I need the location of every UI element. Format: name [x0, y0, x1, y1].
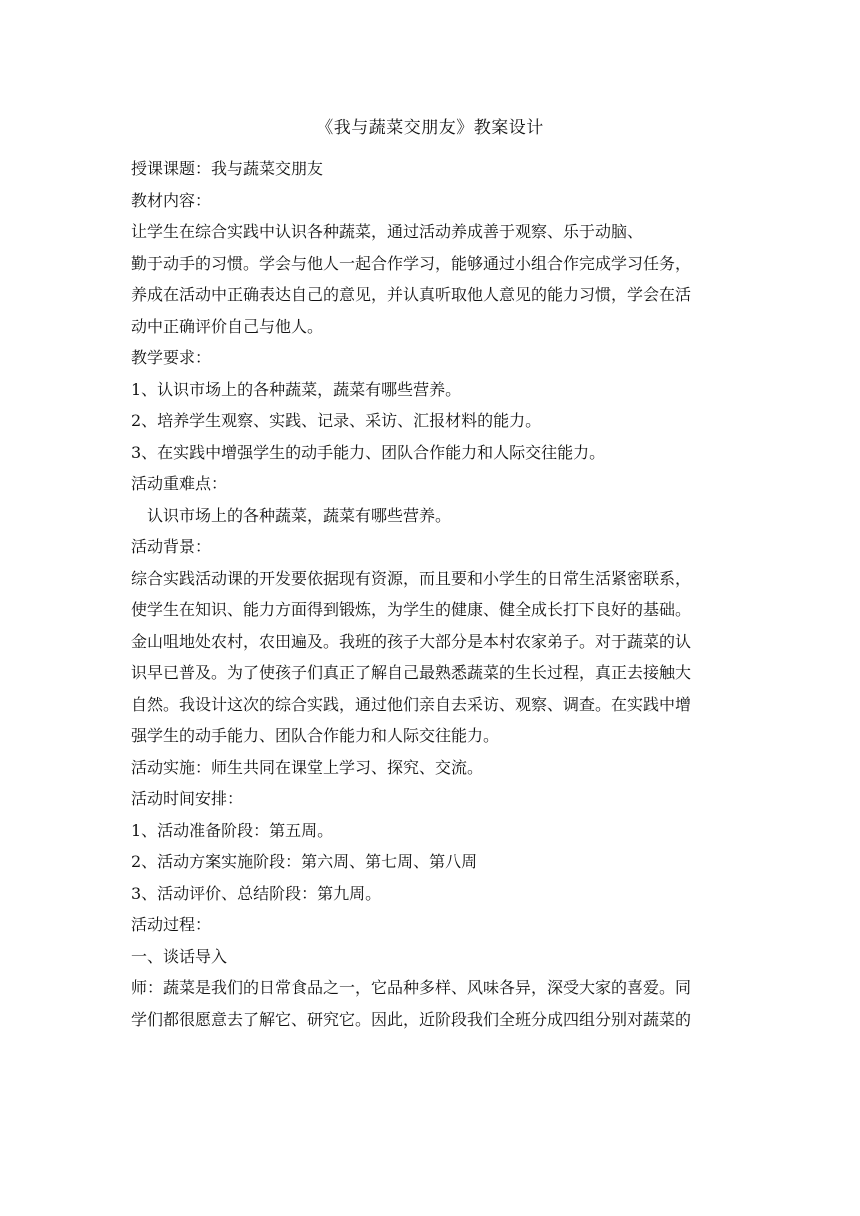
text-line: 学们都很愿意去了解它、研究它。因此，近阶段我们全班分成四组分别对蔬菜的: [131, 1009, 692, 1029]
list-item: 2、培养学生观察、实践、记录、采访、汇报材料的能力。: [131, 411, 542, 430]
text-line: 强学生的动手能力、团队合作能力和人际交往能力。: [131, 726, 500, 745]
text-line: 让学生在综合实践中认识各种蔬菜，通过活动养成善于观察、乐于动脑、: [131, 222, 644, 241]
list-item: 3、活动评价、总结阶段：第九周。: [131, 883, 382, 903]
text-line-lesson-topic: 授课课题：我与蔬菜交朋友: [131, 159, 324, 178]
text-line: 动中正确评价自己与他人。: [131, 316, 324, 336]
section-heading: 一、谈话导入: [131, 946, 228, 966]
text-line: 养成在活动中正确表达自己的意见，并认真听取他人意见的能力习惯，学会在活: [131, 285, 692, 304]
list-item: 3、在实践中增强学生的动手能力、团队合作能力和人际交往能力。: [131, 442, 606, 462]
list-item: 2、活动方案实施阶段：第六周、第七周、第八周: [131, 852, 478, 871]
list-item: 1、活动准备阶段：第五周。: [131, 820, 334, 840]
text-line-activity-implementation: 活动实施：师生共同在课堂上学习、探究、交流。: [131, 757, 484, 777]
list-item: 1、认识市场上的各种蔬菜，蔬菜有哪些营养。: [131, 379, 462, 399]
text-line: 识早已普及。为了使孩子们真正了解自己最熟悉蔬菜的生长过程，真正去接触大: [131, 663, 692, 682]
heading-activity-process: 活动过程：: [131, 915, 212, 934]
heading-key-difficulties: 活动重难点：: [131, 474, 228, 493]
text-line: 师：蔬菜是我们的日常食品之一，它品种多样、风味各异，深受大家的喜爱。同: [131, 978, 692, 997]
text-line: 使学生在知识、能力方面得到锻炼，为学生的健康、健全成长打下良好的基础。: [131, 600, 692, 619]
heading-activity-schedule: 活动时间安排：: [131, 789, 244, 808]
document-body: [131, 153, 743, 1035]
text-line: 自然。我设计这次的综合实践，通过他们亲自去采访、观察、调查。在实践中增: [131, 694, 692, 714]
heading-teaching-requirements: 教学要求：: [131, 348, 212, 367]
text-line: 综合实践活动课的开发要依据现有资源，而且要和小学生的日常生活紧密联系，: [131, 568, 692, 588]
heading-teaching-material: 教材内容：: [131, 190, 212, 210]
text-line: 金山咀地处农村，农田遍及。我班的孩子大部分是本村农家弟子。对于蔬菜的认: [131, 631, 692, 651]
document-title: 《我与蔬菜交朋友》教案设计: [316, 118, 544, 138]
heading-activity-background: 活动背景：: [131, 537, 212, 556]
text-line: 认识市场上的各种蔬菜，蔬菜有哪些营养。: [147, 505, 452, 525]
text-line: 勤于动手的习惯。学会与他人一起合作学习，能够通过小组合作完成学习任务，: [131, 253, 692, 273]
